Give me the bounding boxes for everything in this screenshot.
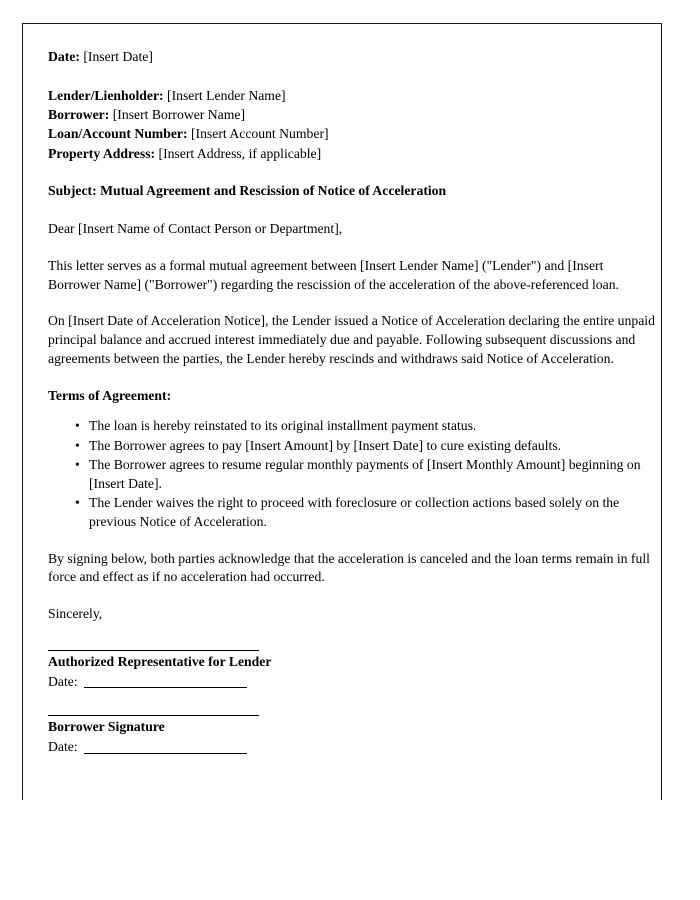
borrower-date-label: Date: [48,739,78,755]
date-value: [Insert Date] [83,49,153,64]
borrower-line [48,106,656,125]
borrower-value: [Insert Borrower Name] [112,107,246,123]
lender-date-rule[interactable] [84,687,247,688]
party-fields [48,87,656,164]
list-item: • The Borrower agrees to resume regular monthly payments of [Insert Monthly Amount] beginning on [Insert Date]. [89,456,656,494]
borrower-date-rule[interactable] [84,753,247,754]
closing-paragraph: By signing below, both parties acknowledge that the acceleration is canceled and the loan terms remain in full force and effect as if no acceleration had occurred. [48,550,650,585]
lender-signature-rule[interactable] [48,650,259,651]
lender-line [48,87,656,106]
borrower-label: Borrower: [48,107,110,123]
terms-list [48,417,656,531]
borrower-signature-rule[interactable] [48,715,259,716]
paragraph-2: On [Insert Date of Acceleration Notice], the Lender issued a Notice of Acceleration declaring the entire unpaid principal balance and accrued interest immediately due and payable. Following subsequent discussions and agreements between the parties, the Lender hereby rescinds and withdraws said Notice of Acceleration. [48,313,655,366]
lender-signature-block [48,650,656,692]
document-body [48,48,656,781]
list-item: • The Lender waives the right to proceed with foreclosure or collection actions based solely on the previous Notice of Acceleration. [89,494,656,532]
lender-date-label: Date: [48,673,78,689]
property-address-value: [Insert Address, if applicable] [158,145,322,161]
document-page [22,23,662,800]
date-field-row [48,48,656,67]
lender-value: [Insert Lender Name] [167,87,286,103]
loan-number-value: [Insert Account Number] [190,126,329,142]
lender-signature-label: Authorized Representative for Lender [48,653,272,669]
subject-line: Subject: Mutual Agreement and Rescission of Notice of Acceleration [48,183,447,199]
salutation: Dear [Insert Name of Contact Person or Department], [48,221,343,237]
property-address-label: Property Address: [48,145,156,161]
date-label: Date: [48,49,80,64]
loan-number-label: Loan/Account Number: [48,126,188,142]
sincerely-line: Sincerely, [48,606,103,622]
date-line [48,48,656,67]
lender-label: Lender/Lienholder: [48,87,164,103]
lender-date-row [48,673,656,692]
list-item: • The Borrower agrees to pay [Insert Amount] by [Insert Date] to cure existing defaults. [89,437,656,456]
borrower-signature-label: Borrower Signature [48,719,165,735]
loan-number-line [48,125,656,144]
borrower-signature-block [48,715,656,757]
list-item: • The loan is hereby reinstated to its original installment payment status. [89,417,656,436]
paragraph-1: This letter serves as a formal mutual agreement between [Insert Lender Name] ("Lender") and [Insert Borrower Name] ("Borrower") regarding the rescission of the acceleration of the above-referenced loan. [48,257,619,292]
terms-heading: Terms of Agreement: [48,387,172,403]
borrower-date-row [48,738,656,757]
property-address-line [48,145,656,164]
